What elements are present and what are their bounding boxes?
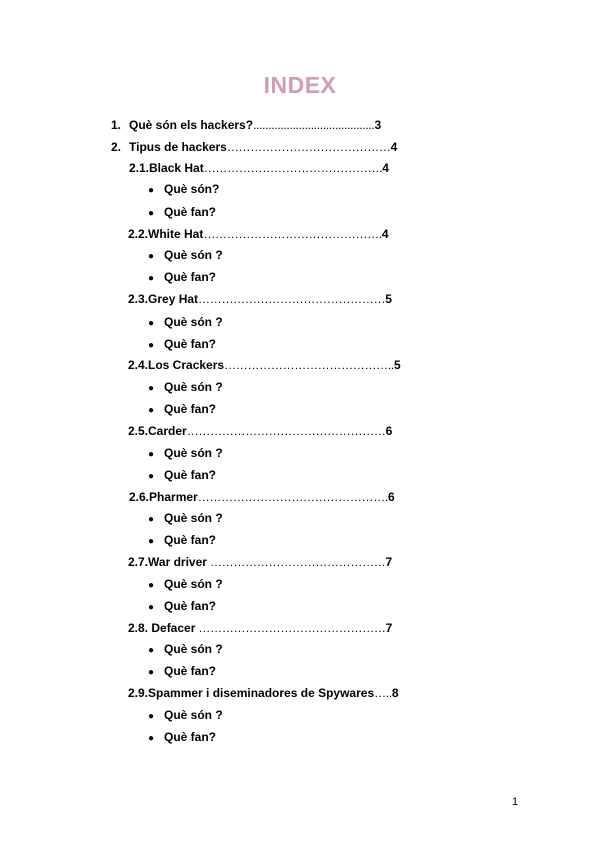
- bullet-icon: ●: [148, 536, 155, 547]
- toc-bullet-label: Què són ?: [164, 248, 223, 262]
- toc-bullet-label: Què són ?: [164, 380, 223, 394]
- toc-bullet: [148, 468, 216, 484]
- bullet-icon: ●: [148, 251, 155, 262]
- toc-bullet: [148, 402, 216, 418]
- index-title: INDEX: [263, 72, 337, 98]
- toc-section-2-8[interactable]: [128, 621, 392, 635]
- toc-bullet-label: Què fan?: [164, 599, 217, 613]
- toc-bullet: [148, 270, 216, 286]
- toc-bullet: [148, 577, 223, 593]
- toc-bullet: [148, 182, 219, 198]
- toc-bullet: [148, 664, 216, 680]
- toc-section-label: 2.8. Defacer: [128, 621, 196, 635]
- toc-bullet: [148, 708, 223, 724]
- toc-entry-number: 1.: [111, 118, 122, 132]
- toc-bullet: [148, 205, 216, 221]
- toc-bullet: [148, 380, 223, 396]
- bullet-icon: ●: [148, 340, 155, 351]
- toc-page-number: 5: [385, 292, 392, 306]
- toc-page-number: 6: [387, 490, 395, 504]
- toc-bullet-label: Què fan?: [164, 402, 217, 416]
- toc-leader-dots: ………………………………………: [206, 555, 386, 569]
- toc-page-number: 4: [382, 161, 389, 175]
- bullet-icon: ●: [148, 667, 155, 678]
- toc-page-number: 8: [391, 686, 399, 700]
- toc-bullet: [148, 446, 223, 462]
- toc-bullet-label: Què fan?: [164, 664, 217, 678]
- toc-leader-dots: ……………………………………………: [186, 424, 386, 438]
- bullet-icon: ●: [148, 471, 155, 482]
- toc-bullet: [148, 337, 216, 353]
- toc-page-number: 4: [381, 227, 389, 241]
- toc-bullet-label: Què són ?: [164, 511, 223, 525]
- toc-page-number: 5: [393, 358, 401, 372]
- toc-bullet: [148, 315, 223, 331]
- toc-section-label: 2.6.Pharmer: [129, 490, 198, 504]
- toc-bullet-label: Què són ?: [164, 708, 223, 722]
- toc-section-2-3[interactable]: [128, 292, 392, 306]
- toc-section-2-4[interactable]: [128, 358, 401, 372]
- toc-entry-number: 2.: [111, 140, 122, 154]
- toc-page-number: 4: [390, 140, 398, 154]
- toc-bullet-label: Què fan?: [164, 533, 217, 547]
- bullet-icon: ●: [148, 383, 155, 394]
- bullet-icon: ●: [148, 273, 155, 284]
- toc-bullet-label: Què fan?: [164, 270, 217, 284]
- page-number: 1: [512, 796, 519, 808]
- toc-page-number: 7: [385, 621, 393, 635]
- bullet-icon: ●: [148, 449, 155, 460]
- toc-section-2-6[interactable]: [129, 490, 395, 504]
- toc-bullet: [148, 248, 223, 264]
- toc-bullet: [148, 533, 216, 549]
- toc-entry-2[interactable]: [111, 140, 397, 154]
- toc-section-label: 2.7.War driver: [128, 555, 207, 569]
- toc-bullet-label: Què són ?: [164, 315, 223, 329]
- toc-bullet-label: Què fan?: [164, 730, 217, 744]
- bullet-icon: ●: [148, 208, 155, 219]
- toc-section-label: 2.4.Los Crackers: [128, 358, 225, 372]
- toc-bullet-label: Què són ?: [164, 577, 223, 591]
- toc-section-label: 2.2.White Hat: [128, 227, 204, 241]
- toc-bullet-label: Què fan?: [164, 205, 217, 219]
- bullet-icon: ●: [148, 318, 155, 329]
- toc-leader-dots: …..: [374, 686, 392, 700]
- toc-entry-1[interactable]: [111, 118, 381, 132]
- toc-section-2-5[interactable]: [128, 424, 392, 438]
- toc-section-2-9[interactable]: [128, 686, 399, 700]
- toc-entry-label: Tipus de hackers: [129, 140, 227, 154]
- toc-leader-dots: ……………………………………….: [203, 161, 383, 175]
- bullet-icon: ●: [148, 645, 155, 656]
- toc-section-2-1[interactable]: [129, 161, 389, 175]
- toc-leader-dots: ........................................: [253, 118, 375, 132]
- toc-leader-dots: ……………………………………….: [203, 227, 382, 241]
- toc-bullet-label: Què fan?: [164, 468, 217, 482]
- toc-leader-dots: ……………………………………..: [224, 358, 394, 372]
- toc-page-number: 3: [374, 118, 382, 132]
- toc-leader-dots: …………………………………………: [195, 621, 386, 635]
- toc-bullet-label: Què són ?: [164, 446, 223, 460]
- bullet-icon: ●: [148, 711, 155, 722]
- toc-leader-dots: ……………………………………: [226, 140, 391, 154]
- toc-page-number: 6: [385, 424, 393, 438]
- toc-section-label: 2.3.Grey Hat: [128, 292, 199, 306]
- bullet-icon: ●: [148, 185, 155, 196]
- bullet-icon: ●: [148, 514, 155, 525]
- toc-bullet: [148, 730, 216, 746]
- toc-section-2-2[interactable]: [128, 227, 389, 241]
- toc-bullet: [148, 642, 223, 658]
- toc-bullet-label: Què fan?: [164, 337, 217, 351]
- toc-bullet: [148, 599, 216, 615]
- toc-bullet-label: Què són ?: [164, 642, 223, 656]
- toc-bullet: [148, 511, 223, 527]
- toc-bullet-label: Què són?: [164, 182, 220, 196]
- toc-section-label: 2.1.Black Hat: [129, 161, 204, 175]
- toc-section-label: 2.5.Carder: [128, 424, 187, 438]
- bullet-icon: ●: [148, 405, 155, 416]
- toc-leader-dots: ………………………………………….: [197, 490, 388, 504]
- toc-section-label: 2.9.Spammer i diseminadores de Spywares: [128, 686, 375, 700]
- toc-leader-dots: …………………………………………: [198, 292, 386, 306]
- toc-page-number: 7: [385, 555, 393, 569]
- bullet-icon: ●: [148, 602, 155, 613]
- toc-entry-label: Què són els hackers?: [129, 118, 254, 132]
- bullet-icon: ●: [148, 580, 155, 591]
- bullet-icon: ●: [148, 733, 155, 744]
- toc-section-2-7[interactable]: [128, 555, 392, 569]
